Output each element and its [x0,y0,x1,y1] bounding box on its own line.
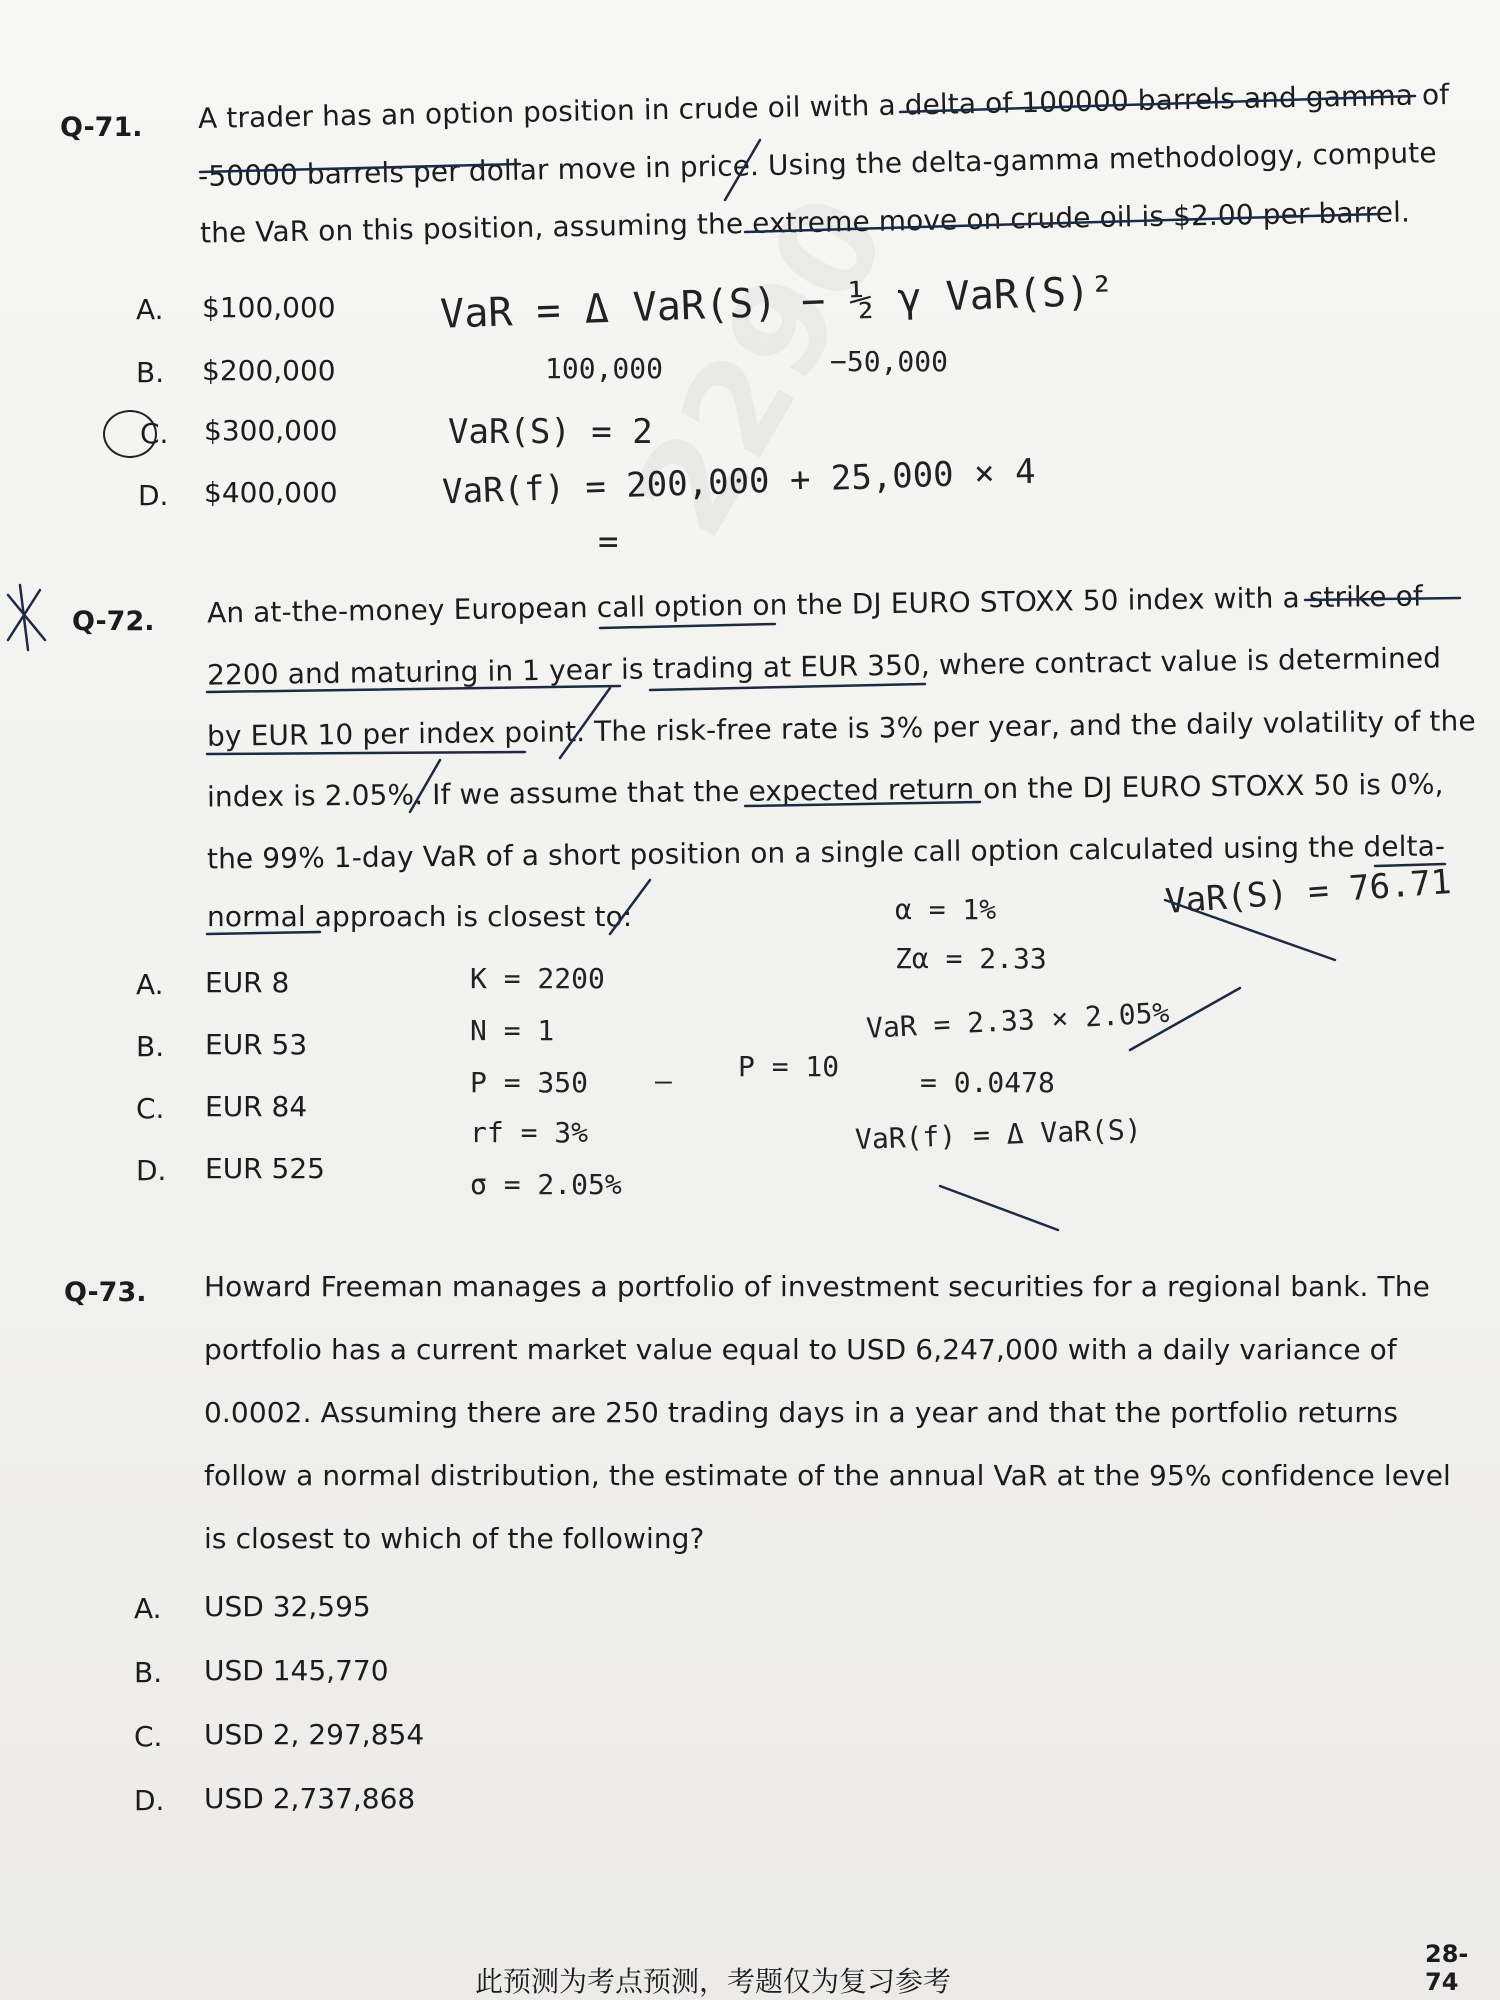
q73-line-1: Howard Freeman manages a portfolio of investment securities for a regional bank. The [204,1270,1430,1303]
q71-option-c-letter: C. [140,417,169,450]
slash-mark [725,140,760,200]
q72-option-a-letter: A. [136,968,164,1001]
q73-line-5: is closest to which of the following? [204,1522,705,1555]
q73-line-4: follow a normal distribution, the estimate of the annual VaR at the 95% confidence level [204,1459,1451,1492]
q71-option-a-letter: A. [136,293,164,326]
q71-option-d-text: $400,000 [204,476,338,509]
q72-line-3: by EUR 10 per index point. The risk-free rate is 3% per year, and the daily volatility of the [206,704,1476,753]
q73-number: Q-73. [64,1277,147,1308]
q71-option-c-text: $300,000 [204,414,338,447]
underline-expected-return [745,802,980,806]
underline-strike [1305,598,1460,600]
q72-line-1: An at-the-money European call option on the DJ EURO STOXX 50 index with a strike of [206,579,1424,630]
slash-mark [560,688,610,758]
q72-hand-var-top: VaR(S) = 76.71 [1163,862,1453,922]
underline-per-index-point [207,752,525,754]
underline-delta [1375,864,1445,866]
star-mark [8,585,45,650]
q71-number: Q-71. [60,112,143,143]
q71-line-3: the VaR on this position, assuming the extreme move on crude oil is $2.00 per barrel. [199,195,1411,250]
q72-option-c-text: EUR 84 [205,1090,308,1123]
strike-line [1165,900,1335,960]
page-number: 28-74 [1425,1940,1469,1996]
q72-hand-k: K = 2200 [470,962,605,995]
q73-option-d-text: USD 2,737,868 [204,1782,416,1815]
q73-option-c-text: USD 2, 297,854 [204,1718,425,1751]
q72-hand-p: P = 350 [470,1066,589,1099]
q72-hand-z: Zα = 2.33 [895,942,1047,975]
q71-hand-formula: VaR = Δ VaR(S) − ½ γ VaR(S)² [439,268,1115,338]
q72-option-d-text: EUR 525 [205,1152,325,1185]
strike-line [940,1186,1058,1230]
underline-call-option [600,624,775,628]
q71-hand-gamma: −50,000 [830,345,949,378]
q73-line-2: portfolio has a current market value equal to USD 6,247,000 with a daily variance of [204,1333,1397,1366]
q72-number: Q-72. [72,606,155,637]
q72-line-6: normal approach is closest to: [207,900,633,933]
underline-delta-gamma [900,96,1415,112]
q73-option-c-letter: C. [134,1720,163,1753]
slash-mark [610,880,650,934]
q72-hand-var-s1: VaR = 2.33 × 2.05% [865,996,1171,1045]
q73-option-d-letter: D. [134,1784,165,1817]
q73-option-a-letter: A. [134,1592,162,1625]
q71-option-b-letter: B. [136,356,165,389]
q73-option-b-letter: B. [134,1656,163,1689]
footer-note: 此预测为考点预测，考题仅为复习参考 [475,1965,952,1998]
q72-hand-n: N = 1 [470,1014,555,1047]
q72-option-b-letter: B. [136,1030,165,1063]
q73-line-3: 0.0002. Assuming there are 250 trading days in a year and that the portfolio returns [204,1396,1399,1429]
slash-mark [410,760,440,812]
q72-option-c-letter: C. [136,1092,165,1125]
q71-line-1: A trader has an option position in crude oil with a delta of 100000 barrels and gamma of [197,77,1450,136]
underline-maturity [207,686,620,692]
q72-option-d-letter: D. [136,1154,167,1187]
q72-line-5: the 99% 1-day VaR of a short position on a single call option calculated using the delta- [206,829,1446,876]
underline-trading [650,684,925,690]
q72-hand-p10: P = 10 [738,1050,840,1083]
q71-hand-equals: = [598,522,619,562]
q71-option-d-letter: D. [138,479,169,512]
q72-option-b-text: EUR 53 [205,1028,308,1061]
q72-hand-dash: — [655,1064,672,1097]
q72-option-a-text: EUR 8 [205,966,290,999]
q73-option-b-text: USD 145,770 [204,1654,389,1687]
q71-hand-var-f: VaR(f) = 200,000 + 25,000 × 4 [441,451,1037,513]
q72-hand-alpha: α = 1% [895,893,997,926]
q71-line-2: -50000 barrels per dollar move in price. Using the delta-gamma methodology, compute [197,136,1437,193]
q72-line-2: 2200 and maturing in 1 year is trading at EUR 350, where contract value is determined [206,641,1442,692]
strike-line [1130,988,1240,1050]
q72-line-4: index is 2.05%. If we assume that the expected return on the DJ EURO STOXX 50 is 0%, [206,767,1444,814]
q72-hand-rf: rf = 3% [470,1116,589,1149]
underline-gamma-value [200,164,520,172]
q72-hand-sigma: σ = 2.05% [470,1168,622,1201]
q72-hand-var-s2: = 0.0478 [920,1066,1055,1099]
q71-hand-var-s: VaR(S) = 2 [448,412,653,452]
q73-option-a-text: USD 32,595 [204,1590,371,1623]
q71-hand-delta: 100,000 [545,352,664,385]
q71-option-a-text: $100,000 [202,291,336,324]
q72-hand-var-f: VaR(f) = Δ VaR(S) [854,1113,1143,1156]
underline-normal [207,932,320,934]
q71-option-b-text: $200,000 [202,354,336,387]
